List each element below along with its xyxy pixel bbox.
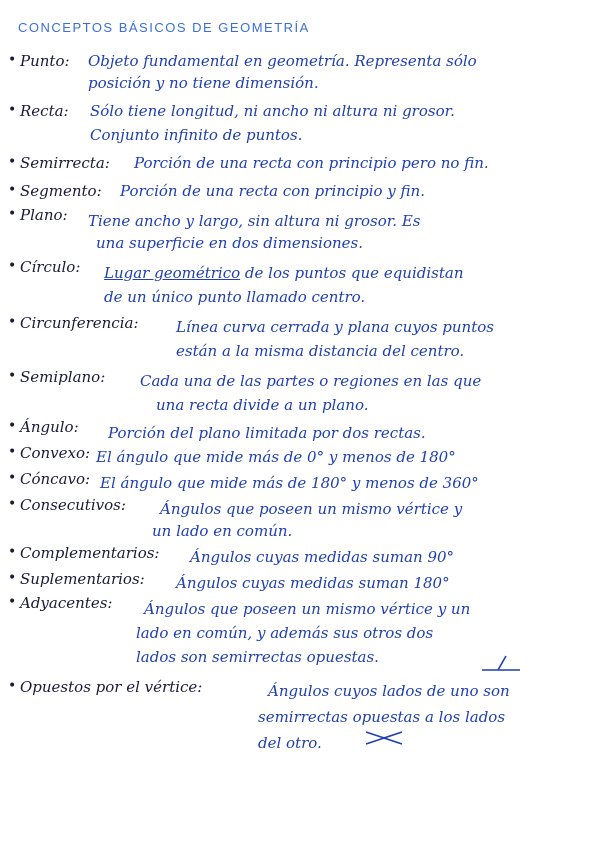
- term: Plano:: [20, 206, 68, 224]
- definition-line: lados son semirrectas opuestas.: [136, 648, 379, 666]
- bullet: •: [8, 154, 17, 170]
- definition-line: El ángulo que mide más de 180° y menos de 360°: [100, 474, 479, 492]
- bullet: •: [8, 182, 17, 198]
- definition-line: [104, 264, 464, 282]
- definition-line: El ángulo que mide más de 0° y menos de 180°: [96, 448, 456, 466]
- term: Consecutivos:: [20, 496, 126, 514]
- definition-text: de los puntos que equidistan: [240, 264, 464, 282]
- page-title: CONCEPTOS BÁSICOS DE GEOMETRÍA: [18, 20, 310, 35]
- term: Semiplano:: [20, 368, 106, 386]
- bullet: •: [8, 418, 17, 434]
- bullet: •: [8, 544, 17, 560]
- adjacent-angles-sketch: [480, 652, 524, 674]
- term: Punto:: [20, 52, 70, 70]
- definition-line: semirrectas opuestas a los lados: [258, 708, 506, 726]
- term: Opuestos por el vértice:: [20, 678, 203, 696]
- bullet: •: [8, 102, 17, 118]
- bullet: •: [8, 444, 17, 460]
- term: Ángulo:: [20, 418, 79, 436]
- definition-line: una recta divide a un plano.: [156, 396, 369, 414]
- definition-line: de un único punto llamado centro.: [104, 288, 366, 306]
- definition-line: Ángulos cuyas medidas suman 180°: [176, 574, 450, 592]
- definition-line: Ángulos cuyos lados de uno son: [268, 682, 510, 700]
- term: Semirrecta:: [20, 154, 110, 172]
- definition-line: Porción de una recta con principio y fin.: [120, 182, 425, 200]
- bullet: •: [8, 258, 17, 274]
- term: Complementarios:: [20, 544, 160, 562]
- term: Recta:: [20, 102, 69, 120]
- bullet: •: [8, 678, 17, 694]
- term: Adyacentes:: [20, 594, 113, 612]
- bullet: •: [8, 314, 17, 330]
- underlined-phrase: Lugar geométrico: [104, 264, 241, 282]
- definition-line: del otro.: [258, 734, 322, 752]
- term: Cóncavo:: [20, 470, 91, 488]
- vertical-angles-sketch: [364, 728, 404, 748]
- bullet: •: [8, 594, 17, 610]
- definition-line: Línea curva cerrada y plana cuyos puntos: [176, 318, 494, 336]
- term: Segmento:: [20, 182, 102, 200]
- bullet: •: [8, 368, 17, 384]
- definition-line: Tiene ancho y largo, sin altura ni grosor. Es: [88, 212, 421, 230]
- term: Suplementarios:: [20, 570, 145, 588]
- definition-line: lado en común, y además sus otros dos: [136, 624, 434, 642]
- definition-line: posición y no tiene dimensión.: [88, 74, 319, 92]
- term: Círculo:: [20, 258, 81, 276]
- definition-line: una superficie en dos dimensiones.: [96, 234, 363, 252]
- definition-line: Porción de una recta con principio pero no fin.: [134, 154, 489, 172]
- definition-line: un lado en común.: [152, 522, 293, 540]
- bullet: •: [8, 206, 17, 222]
- definition-line: Ángulos cuyas medidas suman 90°: [190, 548, 455, 566]
- definition-line: Conjunto infinito de puntos.: [90, 126, 303, 144]
- bullet: •: [8, 496, 17, 512]
- definition-line: Sólo tiene longitud, ni ancho ni altura ni grosor.: [90, 102, 455, 120]
- definition-line: Objeto fundamental en geometría. Representa sólo: [88, 52, 477, 70]
- bullet: •: [8, 470, 17, 486]
- definition-line: Ángulos que poseen un mismo vértice y: [160, 500, 463, 518]
- bullet: •: [8, 570, 17, 586]
- definition-line: Cada una de las partes o regiones en las que: [140, 372, 482, 390]
- definition-line: Ángulos que poseen un mismo vértice y un: [144, 600, 471, 618]
- bullet: •: [8, 52, 17, 68]
- term: Circunferencia:: [20, 314, 139, 332]
- definition-line: Porción del plano limitada por dos rectas.: [108, 424, 426, 442]
- definition-line: están a la misma distancia del centro.: [176, 342, 465, 360]
- term: Convexo:: [20, 444, 91, 462]
